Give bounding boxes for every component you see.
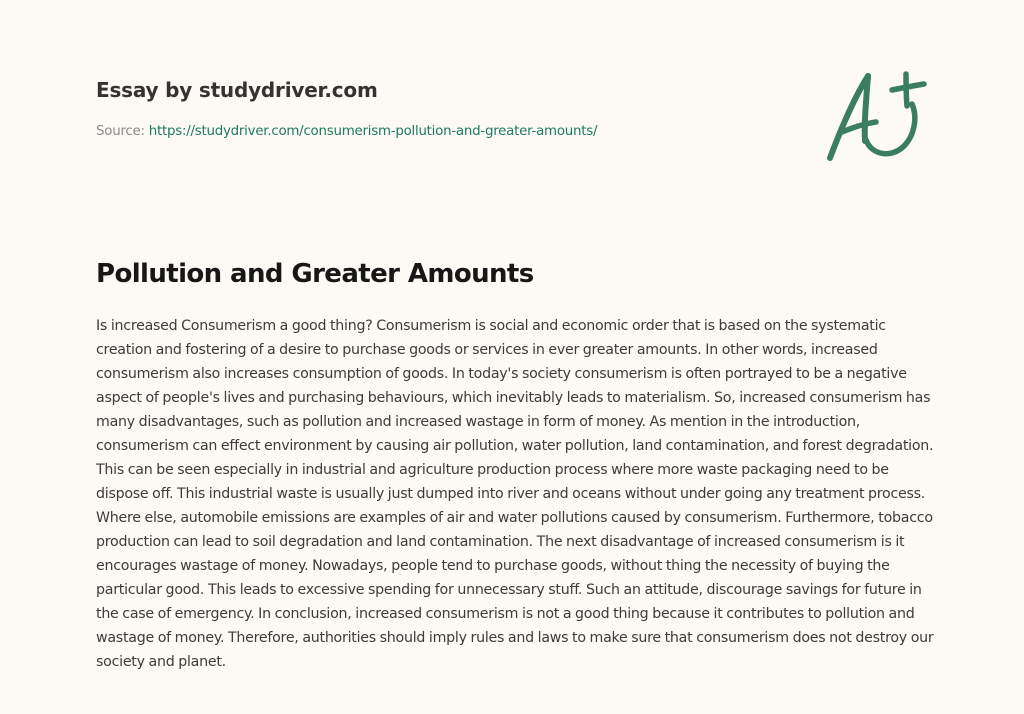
essay-body: Is increased Consumerism a good thing? Consumerism is social and economic order that is based on the systematic creation and fostering of a desire to purchase goods or services in ever greater amounts. In other words, increased consumerism also increases consumption of goods. In today's society consumerism is often portrayed to be a negative aspect of people's lives and purchasing behaviours, which inevitably leads to materialism. So, increased consumerism has many disadvantages, such as pollution and increased wastage in form of money. As mention in the introduction, consumerism can effect environment by causing air pollution, water pollution, land contamination, and forest degradation. This can be seen especially in industrial and agriculture production process where more waste packaging need to be dispose off. This industrial waste is usually just dumped into river and oceans without under going any treatment process. Where else, automobile emissions are examples of air and water pollutions caused by consumerism. Furthermore, tobacco production can lead to soil degradation and land contamination. The next disadvantage of increased consumerism is it encourages wastage of money. Nowadays, people tend to purchase goods, without thing the necessity of buying the particular good. This leads to excessive spending for unnecessary stuff. Such an attitude, discourage savings for future in the case of emergency. In conclusion, increased consumerism is not a good thing because it contributes to pollution and wastage of money. Therefore, authorities should imply rules and laws to make sure that consumerism does not destroy our society and planet. (96, 318, 934, 670)
source-label: Source: (96, 124, 145, 139)
source-line (96, 123, 796, 141)
a-plus-grade-icon (820, 66, 930, 166)
essay-title: Pollution and Greater Amounts (96, 259, 534, 289)
page-header (96, 76, 796, 141)
source-link[interactable]: https://studydriver.com/consumerism-pollution-and-greater-amounts/ (148, 124, 598, 139)
brand-title: Essay by studydriver.com (96, 78, 378, 102)
